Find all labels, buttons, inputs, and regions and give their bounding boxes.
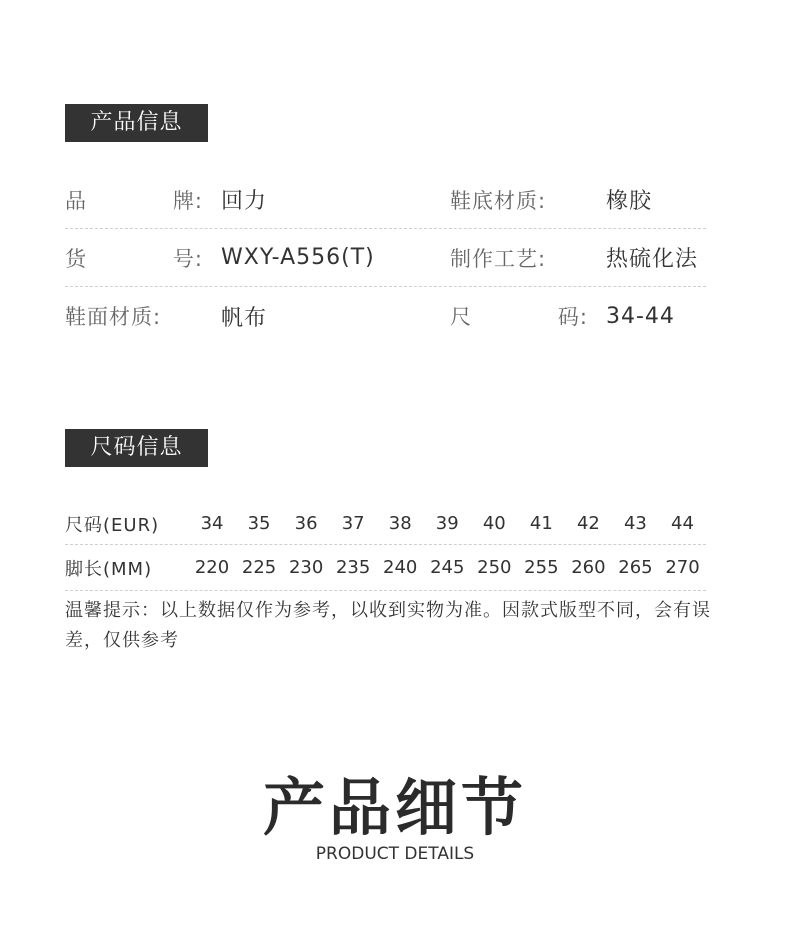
size-row-eur — [65, 503, 706, 545]
length-cell: 235 — [335, 557, 371, 578]
info-label: 鞋底材质: — [450, 188, 547, 213]
size-range-value: 34-44 — [606, 303, 675, 329]
size-cell: 43 — [623, 513, 647, 534]
size-cell: 35 — [247, 513, 271, 534]
eur-label: 尺码(EUR) — [65, 514, 160, 536]
size-cell: 34 — [200, 513, 224, 534]
info-label: 尺 码: — [450, 305, 588, 329]
size-table — [65, 503, 706, 591]
size-info-tag: 尺码信息 — [65, 429, 208, 467]
size-row-length — [65, 545, 706, 591]
info-row — [65, 287, 706, 345]
details-subtitle: PRODUCT DETAILS — [315, 844, 475, 864]
brand-value: 回力 — [221, 189, 268, 214]
info-row — [65, 229, 706, 287]
length-cell: 255 — [524, 557, 559, 578]
size-note: 温馨提示：以上数据仅作为参考，以收到实物为准。因款式版型不同，会有误差，仅供参考 — [65, 600, 711, 651]
size-cell: 44 — [671, 513, 694, 534]
length-cell: 220 — [194, 557, 230, 578]
product-info-tag: 产品信息 — [65, 104, 208, 142]
info-label: 货 号: — [65, 246, 203, 271]
length-cell: 265 — [618, 557, 653, 578]
length-cell: 250 — [477, 557, 512, 578]
sole-material-value: 橡胶 — [606, 189, 653, 214]
product-info-table — [65, 171, 706, 345]
size-cell: 37 — [341, 513, 365, 534]
length-cell: 230 — [288, 557, 324, 578]
size-cell: 42 — [576, 513, 600, 534]
info-row — [65, 171, 706, 229]
size-cell: 38 — [388, 513, 412, 534]
item-number-value: WXY-A556(T) — [221, 245, 375, 270]
details-title: 产品细节 — [262, 771, 527, 844]
length-cell: 270 — [665, 557, 700, 578]
info-label: 品 牌: — [65, 188, 203, 213]
length-cell: 245 — [430, 557, 465, 578]
size-cell: 39 — [435, 513, 459, 534]
info-label: 鞋面材质: — [65, 305, 162, 329]
size-cell: 40 — [482, 513, 506, 534]
process-value: 热硫化法 — [606, 247, 699, 272]
length-cell: 260 — [571, 557, 606, 578]
length-cell: 225 — [241, 557, 277, 578]
size-cell: 36 — [294, 513, 318, 534]
length-label: 脚长(MM) — [65, 558, 153, 580]
upper-material-value: 帆布 — [221, 305, 268, 331]
info-label: 制作工艺: — [450, 246, 547, 271]
size-cell: 41 — [529, 513, 553, 534]
length-cell: 240 — [383, 557, 418, 578]
